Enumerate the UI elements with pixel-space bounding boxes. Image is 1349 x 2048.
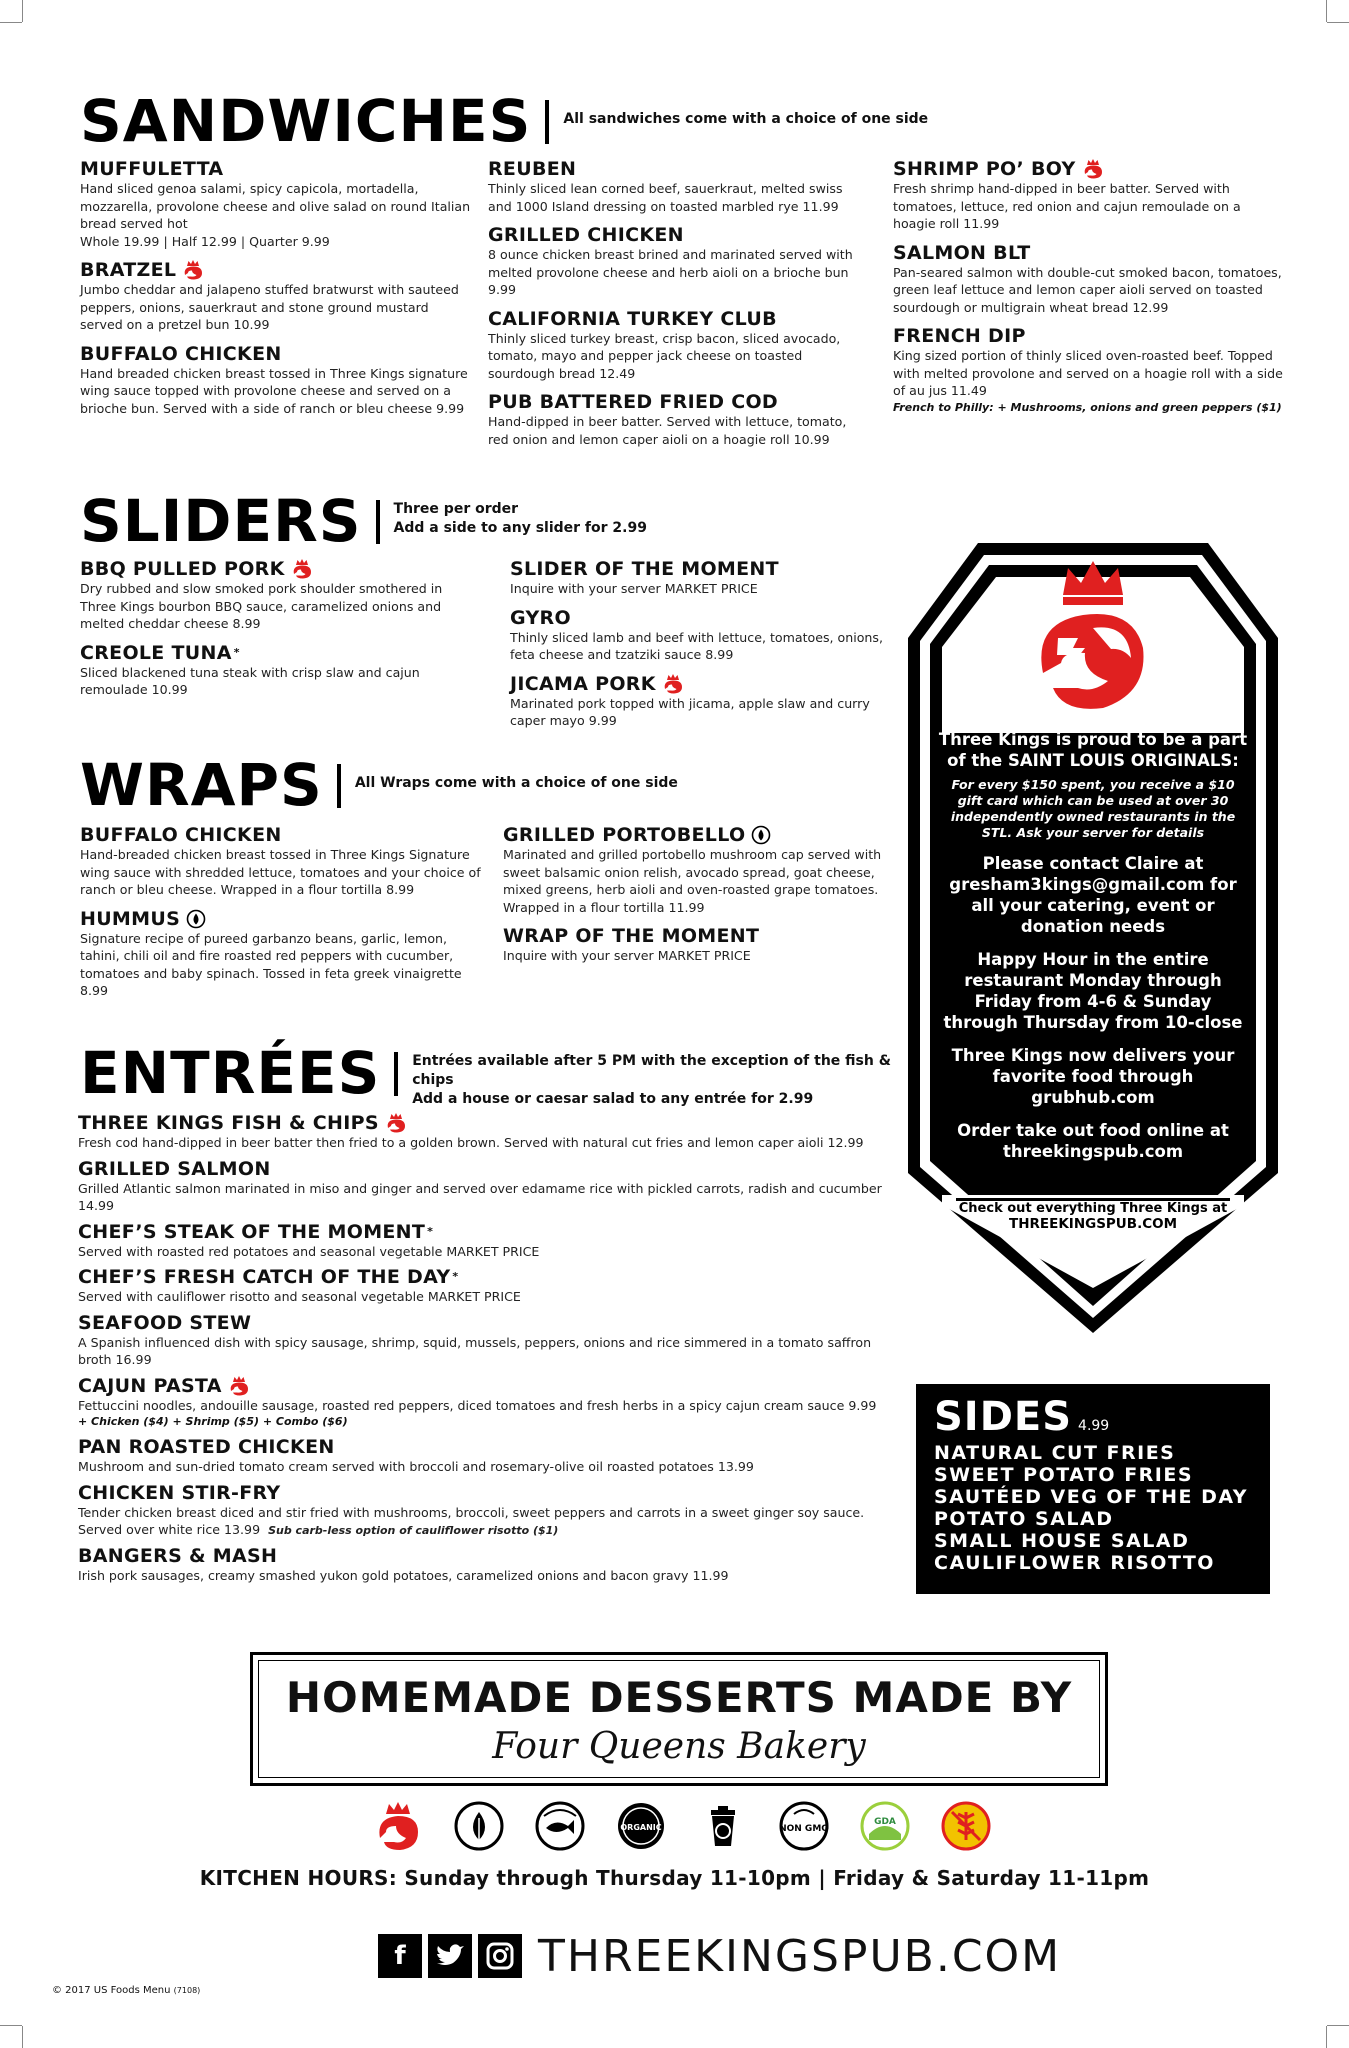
three-kings-crest-icon: [1023, 553, 1163, 723]
menu-code: (7108): [173, 1986, 201, 1995]
vegetarian-leaf-icon: [186, 909, 206, 929]
menu-item: [893, 158, 1283, 233]
spicy-crest-icon: [385, 1113, 407, 1133]
menu-item: [78, 1158, 898, 1215]
side-item: NATURAL CUT FRIES: [934, 1442, 1176, 1464]
item-name-text: SLIDER OF THE MOMENT: [510, 558, 779, 580]
menu-item-description: [80, 846, 490, 899]
menu-item-description: [80, 930, 490, 1000]
promo-delivery: Three Kings now delivers your favorite food through grubhub.com: [951, 1046, 1235, 1107]
menu-item-name: [488, 391, 863, 413]
menu-item-description: [78, 1288, 898, 1306]
promo-copy: [938, 729, 1248, 1162]
menu-item: [78, 1436, 898, 1476]
menu-item-description: [78, 1397, 898, 1415]
spicy-crest-icon: [228, 1376, 250, 1396]
wraps-note: All Wraps come with a choice of one side: [354, 775, 678, 791]
menu-item-description: [78, 1243, 898, 1261]
spicy-crest-icon: [182, 260, 204, 280]
item-name-text: SEAFOOD STEW: [78, 1311, 252, 1334]
promo-catering: Please contact Claire at gresham3kings@gmail.com for all your catering, event or donation needs: [949, 854, 1237, 936]
menu-item-description: [78, 1180, 898, 1215]
menu-item-price: Whole 19.99 | Half 12.99 | Quarter 9.99: [80, 233, 330, 249]
website-link[interactable]: THREEKINGSPUB.COM: [538, 1930, 1062, 1982]
menu-item-name: [78, 1312, 898, 1334]
recycle-bin-icon: [697, 1800, 749, 1852]
menu-item-description: [80, 281, 475, 334]
side-item: SWEET POTATO FRIES: [934, 1464, 1194, 1486]
badge-icons-row: [372, 1800, 992, 1860]
entrees-note-2: Add a house or caesar salad to any entrée for 2.99: [412, 1091, 814, 1107]
description-text: Pan-seared salmon with double-cut smoked bacon, tomatoes, green leaf lettuce and lemon caper aioli served on toasted sourdough or multigrain wheat bread 12.99: [893, 264, 1282, 315]
sides-price: 4.99: [1078, 1418, 1110, 1434]
menu-item: [893, 325, 1283, 416]
raw-warning-asterisk: *: [452, 1270, 459, 1283]
description-text: Inquire with your server MARKET PRICE: [503, 948, 751, 963]
menu-item: [78, 1221, 898, 1261]
menu-item-description: [78, 1567, 898, 1585]
entrees-title: ENTRÉES: [80, 1039, 381, 1107]
non-gmo-icon: [778, 1800, 830, 1852]
desserts-title: HOMEMADE DESSERTS MADE BY: [285, 1673, 1073, 1722]
divider: [376, 500, 380, 544]
menu-item-name: [893, 325, 1283, 347]
menu-item: [78, 1112, 898, 1152]
menu-item-description: [78, 1334, 898, 1369]
divider: [545, 100, 549, 144]
facebook-icon[interactable]: f: [378, 1934, 422, 1978]
gda-label: GDA: [873, 1817, 896, 1827]
spicy-crest-icon: [1082, 159, 1104, 179]
menu-item: [510, 607, 890, 664]
desserts-bakery: Four Queens Bakery: [492, 1726, 866, 1767]
item-name-text: CHICKEN STIR-FRY: [78, 1481, 281, 1504]
description-text: Tender chicken breast diced and stir fried with mushrooms, broccoli, sweet peppers and carrots in a sweet ginger soy sauce. Served over white rice 13.99: [78, 1504, 865, 1537]
menu-item: [488, 391, 863, 448]
menu-item: [893, 242, 1283, 317]
description-text: Served with roasted red potatoes and seasonal vegetable MARKET PRICE: [78, 1243, 540, 1259]
wraps-column-1: [80, 824, 490, 1009]
menu-item-name: [80, 908, 490, 930]
gda-icon: [859, 1800, 911, 1852]
sliders-column-2: [510, 558, 890, 739]
menu-item-name: [510, 607, 890, 629]
add-on-note: French to Philly: + Mushrooms, onions and green peppers ($1): [893, 400, 1282, 414]
menu-item-name: [510, 558, 890, 580]
menu-item: [80, 343, 475, 418]
promo-website[interactable]: THREEKINGSPUB.COM: [1008, 1216, 1178, 1232]
menu-item: [503, 824, 893, 916]
entrees-list: [78, 1112, 898, 1591]
sliders-section: [80, 487, 880, 555]
menu-item-description: [510, 695, 890, 730]
item-name-text: CHEF’S STEAK OF THE MOMENT: [78, 1220, 426, 1243]
menu-item-name: [510, 673, 890, 695]
item-name-text: CHEF’S FRESH CATCH OF THE DAY: [78, 1266, 451, 1288]
sandwiches-section: [80, 87, 1280, 155]
item-name-text: GYRO: [510, 606, 571, 629]
menu-item-description: [488, 246, 863, 299]
item-name-text: THREE KINGS FISH & CHIPS: [78, 1112, 379, 1134]
item-name-text: BUFFALO CHICKEN: [80, 824, 282, 846]
menu-item: [78, 1545, 898, 1585]
sustainably-caught-icon: [534, 1800, 586, 1852]
description-text: Fresh shrimp hand-dipped in beer batter. Served with tomatoes, lettuce, red onion and cajun remoulade on a hoagie roll 11.99: [893, 181, 1241, 231]
item-name-text: SALMON BLT: [893, 241, 1031, 264]
divider: [394, 1052, 398, 1096]
menu-item-name: [78, 1158, 898, 1180]
description-text: Dry rubbed and slow smoked pork shoulder smothered in Three Kings bourbon BBQ sauce, caramelized onions and melted cheddar cheese 8.99: [80, 581, 443, 631]
desserts-banner: [250, 1652, 1108, 1786]
vegetarian-leaf-icon: [453, 1800, 505, 1852]
menu-item: [80, 824, 490, 899]
menu-item-description: [503, 846, 893, 916]
side-item: POTATO SALAD: [934, 1508, 1114, 1530]
menu-item: [510, 558, 890, 598]
menu-item: [80, 642, 470, 699]
sandwiches-header: [80, 87, 1280, 155]
item-name-text: PAN ROASTED CHICKEN: [78, 1436, 335, 1458]
description-text: Hand-dipped in beer batter. Served with lettuce, tomato, red onion and lemon caper aioli on a hoagie roll 10.99: [488, 414, 847, 447]
instagram-icon[interactable]: [478, 1934, 522, 1978]
menu-item: [510, 673, 890, 730]
item-name-text: MUFFULETTA: [80, 158, 224, 180]
menu-item-name: [78, 1545, 898, 1567]
description-text: Grilled Atlantic salmon marinated in miso and ginger and served over edamame rice with pickled carrots, radish and cucumber 14.99: [78, 1180, 882, 1213]
description-text: Fettuccini noodles, andouille sausage, roasted red peppers, diced tomatoes and fresh herbs in a spicy cajun cream sauce 9.99: [78, 1397, 877, 1413]
sandwiches-note: All sandwiches come with a choice of one side: [563, 111, 929, 127]
menu-item-name: [488, 158, 863, 180]
promo-checkout: Check out everything Three Kings at: [958, 1201, 1228, 1216]
sides-title: SIDES: [934, 1394, 1073, 1440]
description-text: Hand sliced genoa salami, spicy capicola, mortadella, mozzarella, provolone cheese and olive salad on round Italian bread served hot: [80, 181, 471, 231]
description-text: Irish pork sausages, creamy smashed yukon gold potatoes, caramelized onions and bacon gravy 11.99: [78, 1568, 729, 1583]
description-text: Thinly sliced lamb and beef with lettuce, tomatoes, onions, feta cheese and tzatziki sauce 8.99: [510, 629, 883, 662]
wraps-title: WRAPS: [80, 751, 323, 819]
promo-happy-hour: Happy Hour in the entire restaurant Monday through Friday from 4-6 & Sunday through Thursday from 10-close: [943, 950, 1243, 1032]
sliders-column-1: [80, 558, 470, 708]
menu-item-name: [488, 224, 863, 246]
menu-item-name: [503, 925, 893, 947]
description-text: Signature recipe of pureed garbanzo beans, garlic, lemon, tahini, chili oil and fire roasted red peppers with cucumber, tomatoes and baby spinach. Tossed in feta greek vinaigrette 8.99: [80, 930, 462, 998]
add-on-note: + Chicken ($4) + Shrimp ($5) + Combo ($6): [78, 1415, 348, 1428]
menu-item-description: [78, 1504, 898, 1540]
item-name-text: CALIFORNIA TURKEY CLUB: [488, 307, 777, 330]
wraps-column-2: [503, 824, 893, 974]
menu-item-description: [488, 413, 863, 448]
menu-item-description: [510, 580, 890, 598]
menu-item-description: [80, 180, 475, 233]
menu-item-name: [80, 642, 470, 664]
menu-item-description: [893, 347, 1283, 400]
menu-item: [78, 1375, 898, 1431]
raw-warning-asterisk: *: [233, 645, 240, 659]
divider: [337, 764, 341, 808]
description-text: Served with cauliflower risotto and seasonal vegetable MARKET PRICE: [78, 1289, 521, 1304]
item-name-text: HUMMUS: [80, 907, 181, 930]
description-text: Thinly sliced turkey breast, crisp bacon, sliced avocado, tomato, mayo and pepper jack cheese on toasted sourdough bread 12.49: [488, 330, 841, 381]
menu-item-name: [78, 1112, 898, 1134]
vegetarian-leaf-icon: [751, 825, 771, 845]
item-name-text: CAJUN PASTA: [78, 1374, 222, 1397]
menu-item-description: [80, 365, 475, 418]
sandwiches-column-1: [80, 158, 475, 426]
entrees-note-1: Entrées available after 5 PM with the exception of the fish & chips: [412, 1053, 891, 1088]
copyright-text: © 2017 US Foods Menu: [52, 1985, 171, 1996]
social-website-row: [378, 1928, 1061, 1984]
menu-item-name: [78, 1266, 898, 1288]
menu-item-description: [80, 664, 470, 699]
entrees-section: [80, 1039, 900, 1109]
menu-item-description: [893, 180, 1283, 233]
menu-item: [488, 158, 863, 215]
promo-website-box: [948, 1201, 1238, 1232]
promo-takeout: Order take out food online at threekingspub.com: [957, 1121, 1229, 1161]
menu-item: [80, 908, 490, 1000]
description-text: Jumbo cheddar and jalapeno stuffed bratwurst with sauteed peppers, onions, sauerkraut and stone ground mustard served on a pretzel bun 10.99: [80, 282, 459, 332]
menu-item-name: [78, 1436, 898, 1458]
menu-item-name: [503, 824, 893, 846]
sliders-note-2: Add a side to any slider for 2.99: [393, 520, 647, 536]
description-text: King sized portion of thinly sliced oven-roasted beef. Topped with melted provolone and served on a hoagie roll with a side of au jus 11.49: [893, 348, 1283, 398]
item-name-text: PUB BATTERED FRIED COD: [488, 391, 779, 413]
organic-label: ORGANIC: [620, 1823, 663, 1832]
non-gmo-label: NON GMO: [778, 1824, 829, 1834]
sandwiches-column-3: [893, 158, 1283, 425]
promo-gift-card: For every $150 spent, you receive a $10 gift card which can be used at over 30 independently owned restaurants in the STL. Ask your server for details: [950, 777, 1236, 840]
description-text: A Spanish influenced dish with spicy sausage, shrimp, squid, mussels, peppers, onions and rice simmered in a tomato saffron broth 16.99: [78, 1334, 872, 1367]
description-text: Thinly sliced lean corned beef, sauerkraut, melted swiss and 1000 Island dressing on toasted marbled rye 11.99: [488, 181, 843, 214]
menu-item-name: [78, 1482, 898, 1504]
menu-item: [488, 308, 863, 383]
menu-item-description: [510, 629, 890, 664]
menu-item: [80, 558, 470, 633]
menu-item-name: [80, 158, 475, 180]
sliders-note-1: Three per order: [393, 501, 519, 517]
copyright: [52, 1985, 200, 1996]
menu-item-name: [80, 824, 490, 846]
sliders-note: [394, 492, 647, 538]
side-item: SAUTÉED VEG OF THE DAY: [934, 1486, 1249, 1508]
item-name-text: SHRIMP PO’ BOY: [893, 158, 1076, 180]
menu-item: [78, 1266, 898, 1306]
item-name-text: FRENCH DIP: [893, 325, 1026, 347]
item-name-text: JICAMA PORK: [510, 672, 656, 695]
menu-item: [80, 259, 475, 334]
entrees-note: [412, 1044, 900, 1109]
spicy-crest-icon: [291, 559, 313, 579]
description-text: Fresh cod hand-dipped in beer batter then fried to a golden brown. Served with natural cut fries and lemon caper aioli 12.99: [78, 1135, 864, 1150]
gluten-free-icon: [940, 1800, 992, 1852]
item-name-text: BUFFALO CHICKEN: [80, 342, 282, 365]
kitchen-hours: KITCHEN HOURS: Sunday through Thursday 11-10pm | Friday & Saturday 11-11pm: [199, 1866, 1150, 1890]
menu-item-description: [78, 1458, 898, 1476]
wraps-section: [80, 751, 880, 819]
menu-item: [80, 158, 475, 250]
menu-item-name: [80, 558, 470, 580]
item-name-text: BANGERS & MASH: [78, 1545, 278, 1567]
item-name-text: WRAP OF THE MOMENT: [503, 925, 760, 947]
menu-item-name: [78, 1221, 898, 1243]
menu-item-description: [488, 180, 863, 215]
sides-box: [916, 1384, 1270, 1594]
description-text: 8 ounce chicken breast brined and marinated served with melted provolone cheese and herb aioli on a brioche bun 9.99: [488, 247, 853, 297]
raw-warning-asterisk: *: [427, 1224, 434, 1238]
side-item: SMALL HOUSE SALAD: [934, 1530, 1190, 1552]
menu-item-description: [488, 330, 863, 383]
menu-item: [78, 1312, 898, 1369]
item-name-text: GRILLED CHICKEN: [488, 224, 684, 246]
three-kings-logo-icon: [372, 1800, 424, 1852]
menu-item: [503, 925, 893, 965]
description-text: Inquire with your server MARKET PRICE: [510, 581, 758, 596]
item-name-text: BBQ PULLED PORK: [80, 558, 285, 580]
sandwiches-title: SANDWICHES: [80, 87, 532, 155]
side-item: CAULIFLOWER RISOTTO: [934, 1552, 1215, 1574]
description-text: Marinated and grilled portobello mushroom cap served with sweet balsamic onion relish, avocado spread, goat cheese, mixed greens, herb aioli and oven-roasted grape tomatoes. Wrapped in a flour tortilla 11.99: [503, 847, 882, 915]
menu-item-name: [80, 259, 475, 281]
description-text: Hand-breaded chicken breast tossed in Three Kings Signature wing sauce with shredded lettuce, tomatoes and your choice of ranch or bleu cheese. Wrapped in a flour tortilla 8.99: [80, 847, 481, 897]
twitter-icon[interactable]: [428, 1934, 472, 1978]
item-name-text: REUBEN: [488, 158, 577, 180]
description-text: Sliced blackened tuna steak with crisp slaw and cajun remoulade 10.99: [80, 664, 420, 697]
description-text: Hand breaded chicken breast tossed in Three Kings signature wing sauce topped with provolone cheese and served on a brioche bun. Served with a side of ranch or bleu cheese 9.99: [80, 365, 468, 416]
menu-item-description: [80, 580, 470, 633]
item-name-text: BRATZEL: [80, 259, 177, 281]
substitution-note: Sub carb-less option of cauliflower risotto ($1): [268, 1524, 559, 1537]
menu-item: [488, 224, 863, 299]
menu-item-name: [488, 308, 863, 330]
menu-item: [78, 1482, 898, 1540]
description-text: Mushroom and sun-dried tomato cream served with broccoli and rosemary-olive oil roasted potatoes 13.99: [78, 1459, 754, 1474]
promo-badge: [908, 543, 1278, 1333]
promo-originals: Three Kings is proud to be a part of the SAINT LOUIS ORIGINALS:: [938, 730, 1248, 770]
menu-item-name: [893, 242, 1283, 264]
menu-item-description: [893, 264, 1283, 317]
menu-item-name: [78, 1375, 898, 1397]
menu-item-name: [80, 343, 475, 365]
menu-item-description: [78, 1134, 898, 1152]
spicy-crest-icon: [662, 674, 684, 694]
item-name-text: CREOLE TUNA: [80, 641, 232, 664]
item-name-text: GRILLED PORTOBELLO: [503, 824, 746, 846]
menu-item-name: [893, 158, 1283, 180]
sliders-title: SLIDERS: [80, 487, 362, 555]
organic-icon: [615, 1800, 667, 1852]
item-name-text: GRILLED SALMON: [78, 1157, 271, 1180]
menu-item-description: [503, 947, 893, 965]
sandwiches-column-2: [488, 158, 863, 457]
description-text: Marinated pork topped with jicama, apple slaw and curry caper mayo 9.99: [510, 695, 870, 728]
sides-list: [934, 1442, 1252, 1574]
